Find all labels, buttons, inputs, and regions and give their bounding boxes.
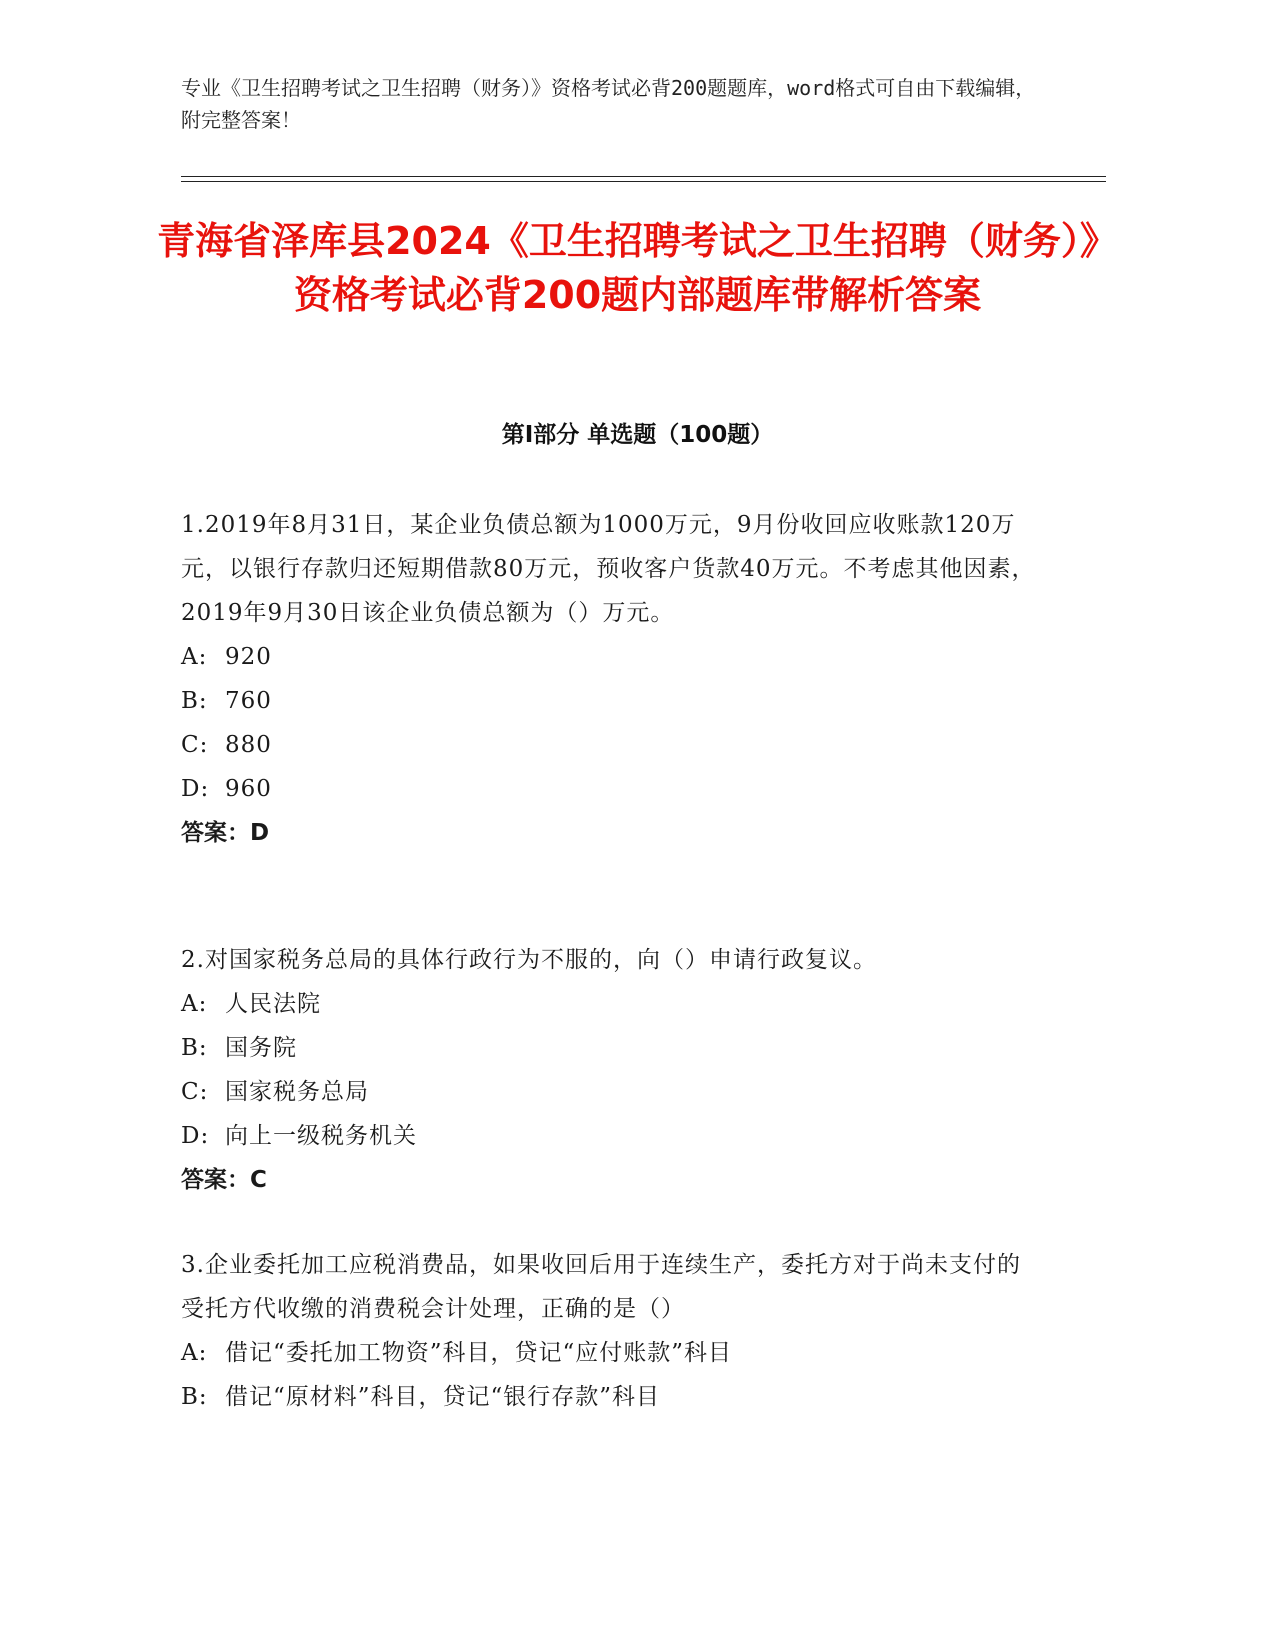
option-letter: D: (181, 776, 210, 802)
option-text: 向上一级税务机关 (225, 1123, 417, 1149)
option-letter: A: (181, 991, 208, 1017)
option-letter: A: (181, 1340, 208, 1366)
option-text: 借记“原材料”科目，贷记“银行存款”科目 (225, 1384, 661, 1410)
option-b (181, 1026, 1041, 1070)
option-b (181, 1375, 1041, 1419)
question-3 (181, 1243, 1041, 1419)
question-2 (181, 938, 1041, 1202)
option-letter: C: (181, 1079, 209, 1105)
question-1 (181, 503, 1041, 855)
option-a (181, 982, 1041, 1026)
header-divider-thin (181, 181, 1106, 182)
header-divider-thick (181, 176, 1106, 177)
answer-label: 答案：D (181, 820, 270, 846)
option-text: 960 (225, 776, 272, 802)
option-b (181, 679, 1041, 723)
option-d (181, 767, 1041, 811)
question-stem: 3.企业委托加工应税消费品，如果收回后用于连续生产，委托方对于尚未支付的受托方代收缴的消费税会计处理，正确的是（） (181, 1252, 1021, 1322)
answer-label: 答案：C (181, 1167, 267, 1193)
option-letter: A: (181, 644, 208, 670)
option-text: 880 (225, 732, 272, 758)
option-text: 760 (225, 688, 272, 714)
question-stem: 1.2019年8月31日，某企业负债总额为1000万元，9月份收回应收账款120万元，以银行存款归还短期借款80万元，预收客户货款40万元。不考虑其他因素，2019年9月30日该企业负债总额为（）万元。 (181, 512, 1036, 626)
option-a (181, 635, 1041, 679)
option-letter: B: (181, 688, 208, 714)
header-note: 专业《卫生招聘考试之卫生招聘（财务）》资格考试必背200题题库，word格式可自由下载编辑，附完整答案！ (181, 76, 1036, 132)
section-heading: 第Ⅰ部分 单选题（100题） (501, 422, 774, 448)
option-letter: C: (181, 732, 209, 758)
option-text: 人民法院 (225, 991, 321, 1017)
document-title: 青海省泽库县2024《卫生招聘考试之卫生招聘（财务）》资格考试必背200题内部题库带解析答案 (157, 219, 1118, 317)
option-c (181, 723, 1041, 767)
option-text: 920 (225, 644, 272, 670)
option-text: 借记“委托加工物资”科目，贷记“应付账款”科目 (225, 1340, 733, 1366)
option-letter: B: (181, 1384, 208, 1410)
option-letter: B: (181, 1035, 208, 1061)
option-c (181, 1070, 1041, 1114)
option-text: 国家税务总局 (225, 1079, 369, 1105)
question-stem: 2.对国家税务总局的具体行政行为不服的，向（）申请行政复议。 (181, 947, 877, 973)
option-d (181, 1114, 1041, 1158)
option-a (181, 1331, 1041, 1375)
option-text: 国务院 (225, 1035, 297, 1061)
option-letter: D: (181, 1123, 210, 1149)
